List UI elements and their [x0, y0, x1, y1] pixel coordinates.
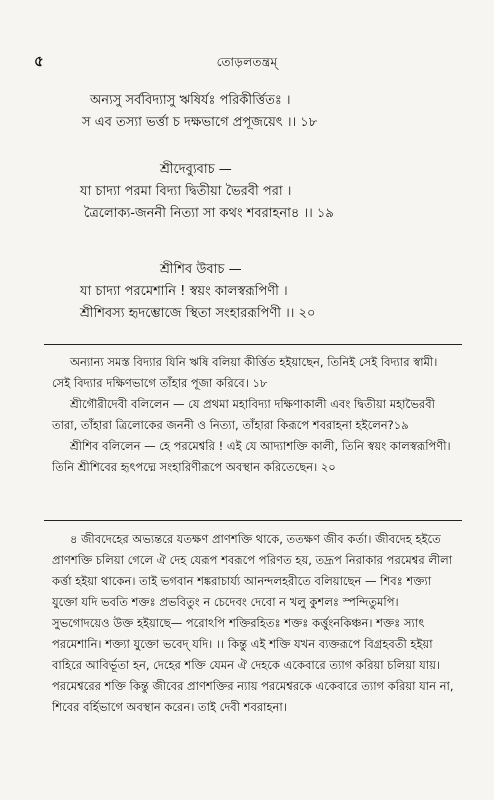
- footnote-block: [52, 529, 458, 718]
- translation-block: [52, 352, 458, 478]
- verse-19: [60, 159, 460, 225]
- verse-line: স এব তস্যা ভর্ত্তা চ দক্ষভাগে প্রপূজয়েৎ ।। ১৮: [82, 115, 318, 130]
- verse-line: যা চাদ্যা পরমা বিদ্যা দ্বিতীয়া ভৈরবী পরা ।: [80, 184, 292, 199]
- translation-paragraph: শ্রীগৌরীদেবী বলিলেন — যে প্রথমা মহাবিদ্যা দক্ষিণাকালী এবং দ্বিতীয়া মহাভৈরবী তারা, তাঁহারা ত্রিলোকের জননী ও নিত্যা, তাঁহারা কিরূপে শবরাহনা হইলেন?১৯: [52, 397, 435, 432]
- verse-20: [60, 259, 460, 325]
- translation-paragraph: অন্যান্য সমস্ত বিদ্যার যিনি ঋষি বলিয়া কীর্ত্তিত হইয়াছেন, তিনিই সেই বিদ্যার স্বামী। সেই বিদ্যার দক্ষিণভাগে তাঁহার পূজা করিবে। ১৮: [52, 355, 438, 390]
- divider: [44, 520, 462, 521]
- verse-line: শ্রীশিবস্য হৃদম্ভোজে স্থিতা সংহাররূপিণী ।। ২০: [80, 306, 316, 321]
- verse-line: অন্যসু সর্ববিদ্যাসু ঋষির্যঃ পরিকীর্ত্তিতঃ ।: [90, 93, 291, 108]
- speaker-shiva: শ্রীশিব উবাচ —: [160, 262, 242, 277]
- page-number: ৫: [34, 52, 44, 70]
- verse-line: ত্রৈলোক্য-জননী নিত্যা সা কথং শবরাহনা৪ ।। ১৯: [84, 206, 334, 221]
- footnote: ৪ জীবদেহের অভ্যন্তরে যতক্ষণ প্রাণশক্তি থাকে, ততক্ষণ জীব কর্তা। জীবদেহ হইতে প্রাণশক্তি চলিয়া গেলে ঐ দেহ যেরূপ শবরূপে পরিণত হয়, তদ্রূপ নিরাকার পরমেশ্বর লীলা কর্ত্তা হইয়া থাকেন। তাই ভগবান শঙ্করাচার্য্য আনন্দলহরীতে বলিয়াছেন — শিবঃ শক্ত্যা যুক্তো যদি ভবতি শক্তঃ প্রভবিতুং ন চেদেবং দেবো ন খলু কুশলঃ স্পন্দিতুমপি। সুভগোদয়েও উক্ত হইয়াছে— পরোঽপি শক্তিরহিতঃ শক্তঃ কর্ত্তুংনকিঞ্চন। শক্তঃ স্যাৎ পরমেশানি। শক্ত্যা যুক্তো ভবেদ্ যদি। ।। কিন্তু এই শক্তি যখন ব্যক্তরূপে বিগ্রহবতী হইয়া বাহিরে আবির্ভূতা হন, দেহের শক্তি যেমন ঐ দেহকে একেবারে ত্যাগ করিয়া চলিয়া যায়। পরমেশ্বরের শক্তি কিন্তু জীবের প্রাণশক্তির ন্যায় পরমেশ্বরকে একেবারে ত্যাগ করিয়া যান না, শিবের বর্হিভাগে অবস্থান করেন। তাই দেবী শবরাহনা।: [52, 532, 454, 714]
- verse-line: যা চাদ্যা পরমেশানি ! স্বয়ং কালস্বরূপিণী ।: [80, 284, 288, 299]
- verse-18: [60, 90, 460, 134]
- translation-paragraph: শ্রীশিব বলিলেন — হে পরমেশ্বরি ! এই যে আদ্যাশক্তি কালী, তিনি স্বয়ং কালস্বরূপিণী। তিনি শ্রীশিবের হৃৎপদ্মে সংহারিণীরূপে অবস্থান করিতেছেন। ২০: [52, 439, 451, 474]
- speaker-devi: শ্রীদেব্যুবাচ —: [160, 162, 232, 177]
- divider: [44, 344, 462, 345]
- running-title: তোড়লতন্ত্রম্: [216, 55, 278, 69]
